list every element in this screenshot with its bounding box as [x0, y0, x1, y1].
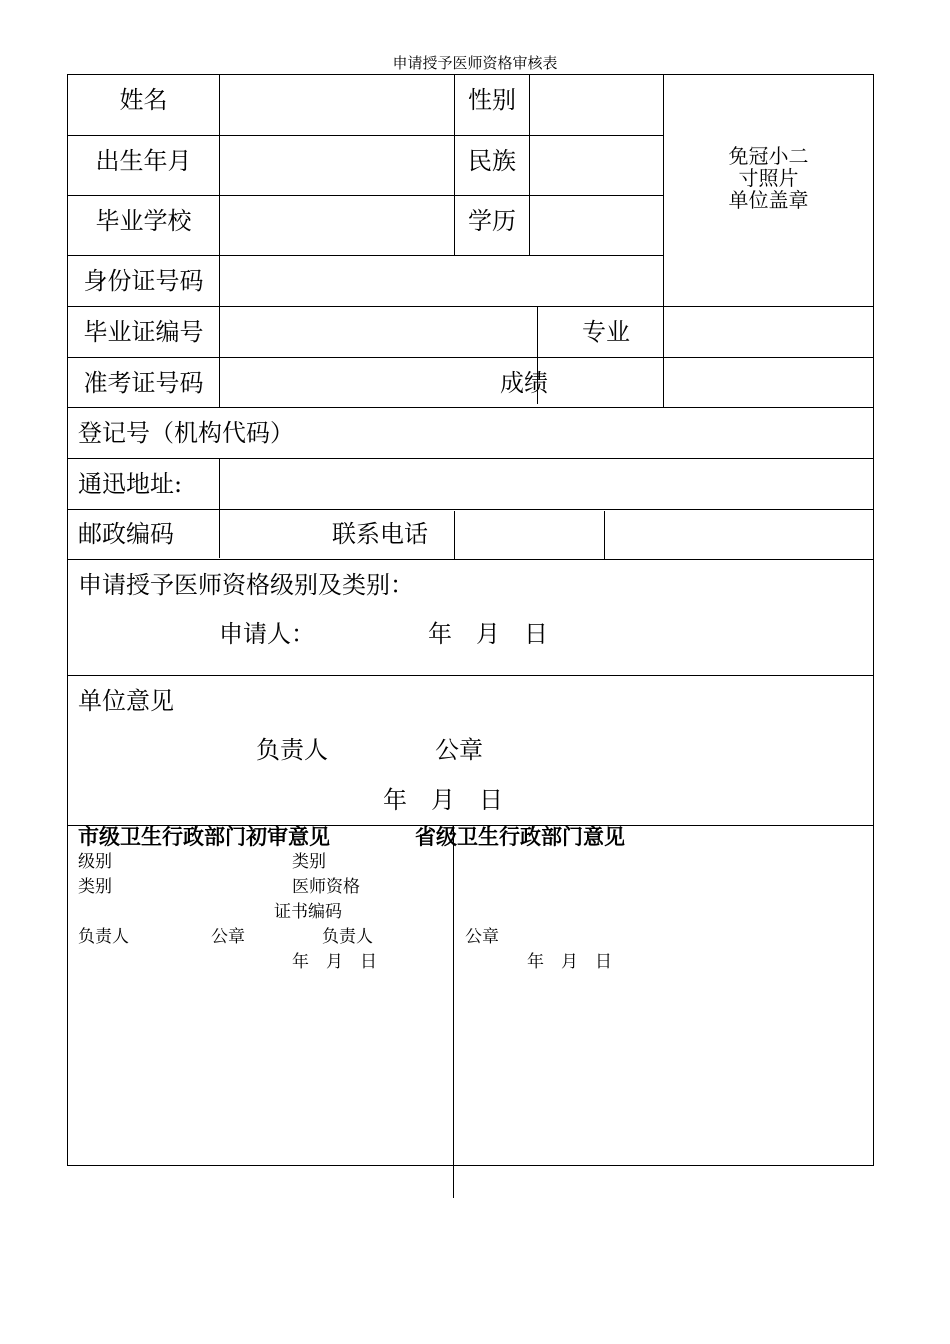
address-field[interactable]	[220, 459, 873, 509]
phone-field[interactable]	[455, 512, 604, 559]
label-phone: 联系电话	[332, 520, 428, 548]
city-date: 年 月 日	[292, 952, 377, 972]
city-review-heading: 市级卫生行政部门初审意见	[78, 825, 330, 849]
label-applicant: 申请人：	[219, 620, 315, 648]
divider	[604, 511, 605, 559]
education-field[interactable]	[530, 196, 663, 255]
label-prov-seal: 公章	[465, 927, 499, 947]
label-city-seal: 公章	[211, 927, 245, 947]
ethnicity-field[interactable]	[530, 136, 663, 195]
label-unit-opinion: 单位意见	[78, 687, 174, 715]
birth-field[interactable]	[220, 136, 454, 195]
label-level: 级别	[78, 852, 112, 872]
border-top	[67, 74, 874, 75]
label-diploma-number: 毕业证编号	[83, 318, 204, 346]
label-id-number: 身份证号码	[83, 267, 204, 295]
id-number-field[interactable]	[220, 256, 663, 306]
divider	[453, 825, 454, 1198]
label-cert-number: 证书编码	[274, 902, 342, 922]
label-postcode: 邮政编码	[78, 520, 174, 548]
divider	[67, 407, 874, 408]
exam-number-field[interactable]	[220, 358, 490, 407]
label-category-left: 类别	[78, 877, 112, 897]
school-field[interactable]	[220, 196, 454, 255]
label-city-person: 负责人	[78, 927, 129, 947]
label-major: 专业	[582, 318, 630, 346]
border-right	[873, 74, 874, 1166]
major-field[interactable]	[664, 307, 873, 357]
label-category-mid: 类别	[292, 852, 326, 872]
border-bottom	[67, 1165, 874, 1166]
postcode-field[interactable]	[220, 510, 320, 559]
divider	[67, 509, 874, 510]
form-title: 申请授予医师资格审核表	[392, 54, 558, 72]
divider	[67, 559, 874, 560]
label-name: 姓名	[119, 86, 168, 114]
label-mid-person: 负责人	[322, 927, 373, 947]
border-left	[67, 74, 68, 1166]
applicant-date: 年 月 日	[428, 620, 548, 648]
label-doctor-qualification: 医师资格	[292, 877, 360, 897]
province-opinion-heading: 省级卫生行政部门意见	[415, 825, 625, 849]
label-score: 成绩	[500, 369, 548, 397]
label-unit-seal: 公章	[435, 736, 483, 764]
photo-text-line2: 寸照片	[738, 166, 799, 190]
diploma-number-field[interactable]	[220, 307, 537, 357]
label-school: 毕业学校	[95, 207, 192, 235]
label-gender: 性别	[468, 86, 516, 114]
label-ethnicity: 民族	[468, 147, 516, 175]
label-apply-level: 申请授予医师资格级别及类别：	[78, 571, 414, 599]
province-date: 年 月 日	[527, 952, 612, 972]
unit-date: 年 月 日	[383, 786, 503, 814]
label-birth: 出生年月	[95, 147, 192, 175]
label-address: 通迅地址:	[78, 470, 183, 498]
gender-field[interactable]	[530, 75, 663, 135]
label-registration: 登记号（机构代码）	[78, 419, 294, 447]
photo-placeholder[interactable]	[664, 145, 873, 211]
divider	[67, 675, 874, 676]
label-unit-person: 负责人	[256, 736, 328, 764]
photo-text-line3: 单位盖章	[728, 188, 809, 212]
label-education: 学历	[468, 207, 516, 235]
name-field[interactable]	[220, 75, 454, 135]
label-exam-number: 准考证号码	[83, 369, 204, 397]
photo-text-line1: 免冠小二	[728, 144, 809, 168]
score-field[interactable]	[664, 358, 873, 407]
